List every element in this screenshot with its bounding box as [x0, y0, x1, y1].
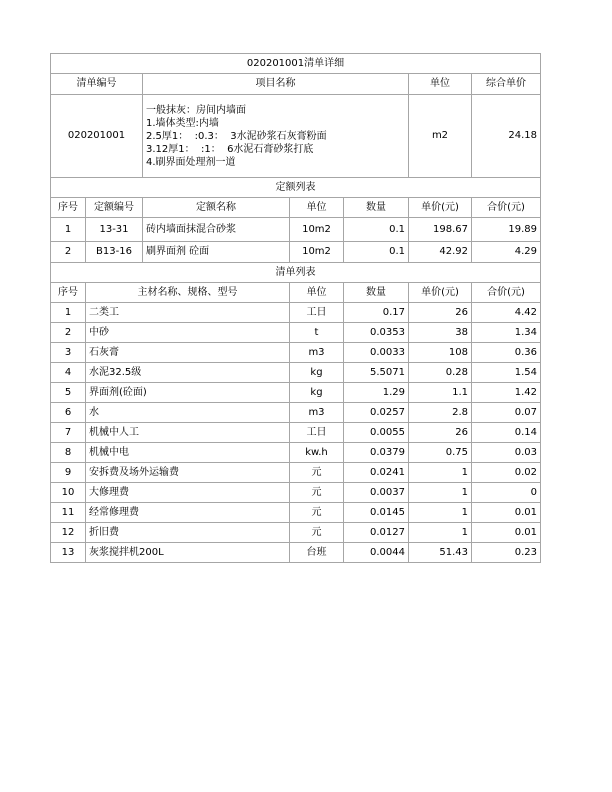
- item-no: 7: [51, 423, 86, 443]
- quota-header-qty: 数量: [344, 198, 409, 218]
- item-no: 3: [51, 343, 86, 363]
- item-row: [51, 403, 541, 423]
- items-section-title: 清单列表: [51, 263, 541, 283]
- quota-header-code: 定额编号: [86, 198, 143, 218]
- item-unit-price: 1.1: [409, 383, 472, 403]
- item-row: [51, 483, 541, 503]
- item-total: 0.36: [472, 343, 541, 363]
- item-row: [51, 503, 541, 523]
- quota-header-row: [51, 198, 541, 218]
- item-unit-price: 51.43: [409, 543, 472, 563]
- item-row: [51, 523, 541, 543]
- item-unit-price: 1: [409, 463, 472, 483]
- item-row: [51, 443, 541, 463]
- items-header-unit: 单位: [290, 283, 344, 303]
- item-no: 1: [51, 303, 86, 323]
- item-unit: 工日: [290, 303, 344, 323]
- description-line: 一般抹灰：房间内墙面: [146, 104, 246, 116]
- item-row: [51, 303, 541, 323]
- item-unit: m3: [290, 343, 344, 363]
- quota-no: 2: [51, 242, 86, 263]
- quota-section-row: [51, 178, 541, 198]
- item-qty: 0.0044: [344, 543, 409, 563]
- item-unit: kw.h: [290, 443, 344, 463]
- item-total: 0.03: [472, 443, 541, 463]
- quota-total: 4.29: [472, 242, 541, 263]
- summary-header-name: 项目名称: [143, 74, 409, 95]
- item-unit-price: 26: [409, 423, 472, 443]
- description-line: 3.12厚1： :1： 6水泥石膏砂浆打底: [146, 143, 314, 155]
- item-total: 0.07: [472, 403, 541, 423]
- quota-unit: 10m2: [290, 242, 344, 263]
- summary-header-price: 综合单价: [472, 74, 541, 95]
- item-row: [51, 343, 541, 363]
- item-qty: 0.0033: [344, 343, 409, 363]
- item-total: 0.01: [472, 503, 541, 523]
- item-name: 机械中人工: [86, 423, 290, 443]
- item-name: 二类工: [86, 303, 290, 323]
- item-qty: 0.0145: [344, 503, 409, 523]
- description-line: 2.5厚1： :0.3： 3水泥砂浆石灰膏粉面: [146, 130, 327, 142]
- item-qty: 0.0037: [344, 483, 409, 503]
- item-no: 5: [51, 383, 86, 403]
- item-total: 0.01: [472, 523, 541, 543]
- quota-section-title: 定额列表: [51, 178, 541, 198]
- item-qty: 5.5071: [344, 363, 409, 383]
- quota-name: 刷界面剂 砼面: [143, 242, 290, 263]
- item-no: 6: [51, 403, 86, 423]
- item-unit: 元: [290, 503, 344, 523]
- description-line: 4.刷界面处理剂一道: [146, 156, 236, 168]
- item-unit-price: 1: [409, 483, 472, 503]
- items-header-name: 主材名称、规格、型号: [86, 283, 290, 303]
- item-row: [51, 543, 541, 563]
- description-line: 1.墙体类型:内墙: [146, 117, 219, 129]
- quota-code: B13-16: [86, 242, 143, 263]
- item-no: 13: [51, 543, 86, 563]
- item-row: [51, 363, 541, 383]
- quota-name: 砖内墙面抹混合砂浆: [143, 218, 290, 242]
- items-header-row: [51, 283, 541, 303]
- item-unit: m3: [290, 403, 344, 423]
- item-qty: 0.0241: [344, 463, 409, 483]
- item-no: 12: [51, 523, 86, 543]
- item-name: 机械中电: [86, 443, 290, 463]
- item-name: 水泥32.5级: [86, 363, 290, 383]
- item-unit-price: 26: [409, 303, 472, 323]
- item-name: 界面剂(砼面): [86, 383, 290, 403]
- item-unit: 元: [290, 483, 344, 503]
- item-row: [51, 463, 541, 483]
- items-header-qty: 数量: [344, 283, 409, 303]
- quota-code: 13-31: [86, 218, 143, 242]
- item-row: [51, 423, 541, 443]
- item-unit: kg: [290, 363, 344, 383]
- summary-unit: m2: [409, 95, 472, 178]
- item-unit-price: 108: [409, 343, 472, 363]
- item-total: 0.02: [472, 463, 541, 483]
- title-row: [51, 54, 541, 74]
- quota-unit: 10m2: [290, 218, 344, 242]
- item-name: 中砂: [86, 323, 290, 343]
- item-unit-price: 0.28: [409, 363, 472, 383]
- summary-header-code: 清单编号: [51, 74, 143, 95]
- item-no: 4: [51, 363, 86, 383]
- quota-header-name: 定额名称: [143, 198, 290, 218]
- summary-row: [51, 95, 541, 178]
- item-total: 0.14: [472, 423, 541, 443]
- item-unit-price: 1: [409, 523, 472, 543]
- item-no: 2: [51, 323, 86, 343]
- bill-detail-table: [50, 53, 541, 563]
- item-row: [51, 383, 541, 403]
- item-qty: 0.0379: [344, 443, 409, 463]
- item-no: 9: [51, 463, 86, 483]
- summary-header-unit: 单位: [409, 74, 472, 95]
- item-unit: 工日: [290, 423, 344, 443]
- item-unit-price: 0.75: [409, 443, 472, 463]
- quota-header-no: 序号: [51, 198, 86, 218]
- items-header-total: 合价(元): [472, 283, 541, 303]
- items-section-row: [51, 263, 541, 283]
- item-total: 1.42: [472, 383, 541, 403]
- item-unit-price: 38: [409, 323, 472, 343]
- quota-header-unit-price: 单价(元): [409, 198, 472, 218]
- item-unit: 台班: [290, 543, 344, 563]
- item-unit: t: [290, 323, 344, 343]
- item-no: 8: [51, 443, 86, 463]
- item-row: [51, 323, 541, 343]
- item-qty: 0.0127: [344, 523, 409, 543]
- quota-header-total: 合价(元): [472, 198, 541, 218]
- item-unit: 元: [290, 463, 344, 483]
- item-qty: 0.0257: [344, 403, 409, 423]
- item-unit: 元: [290, 523, 344, 543]
- item-qty: 0.0055: [344, 423, 409, 443]
- item-name: 水: [86, 403, 290, 423]
- item-qty: 0.0353: [344, 323, 409, 343]
- item-total: 4.42: [472, 303, 541, 323]
- quota-unit-price: 198.67: [409, 218, 472, 242]
- item-name: 灰浆搅拌机200L: [86, 543, 290, 563]
- item-qty: 1.29: [344, 383, 409, 403]
- quota-header-unit: 单位: [290, 198, 344, 218]
- quota-qty: 0.1: [344, 242, 409, 263]
- item-name: 大修理费: [86, 483, 290, 503]
- item-total: 1.34: [472, 323, 541, 343]
- summary-description: [143, 95, 409, 178]
- item-total: 0.23: [472, 543, 541, 563]
- summary-price: 24.18: [472, 95, 541, 178]
- item-name: 石灰膏: [86, 343, 290, 363]
- item-unit-price: 2.8: [409, 403, 472, 423]
- item-name: 安拆费及场外运输费: [86, 463, 290, 483]
- quota-row: [51, 242, 541, 263]
- quota-no: 1: [51, 218, 86, 242]
- item-total: 0: [472, 483, 541, 503]
- quota-qty: 0.1: [344, 218, 409, 242]
- items-header-no: 序号: [51, 283, 86, 303]
- items-header-unit-price: 单价(元): [409, 283, 472, 303]
- item-unit: kg: [290, 383, 344, 403]
- table-title: 020201001清单详细: [51, 54, 541, 74]
- quota-row: [51, 218, 541, 242]
- summary-header-row: [51, 74, 541, 95]
- item-total: 1.54: [472, 363, 541, 383]
- item-unit-price: 1: [409, 503, 472, 523]
- quota-unit-price: 42.92: [409, 242, 472, 263]
- summary-code: 020201001: [51, 95, 143, 178]
- item-no: 11: [51, 503, 86, 523]
- item-qty: 0.17: [344, 303, 409, 323]
- item-name: 经常修理费: [86, 503, 290, 523]
- item-name: 折旧费: [86, 523, 290, 543]
- quota-total: 19.89: [472, 218, 541, 242]
- item-no: 10: [51, 483, 86, 503]
